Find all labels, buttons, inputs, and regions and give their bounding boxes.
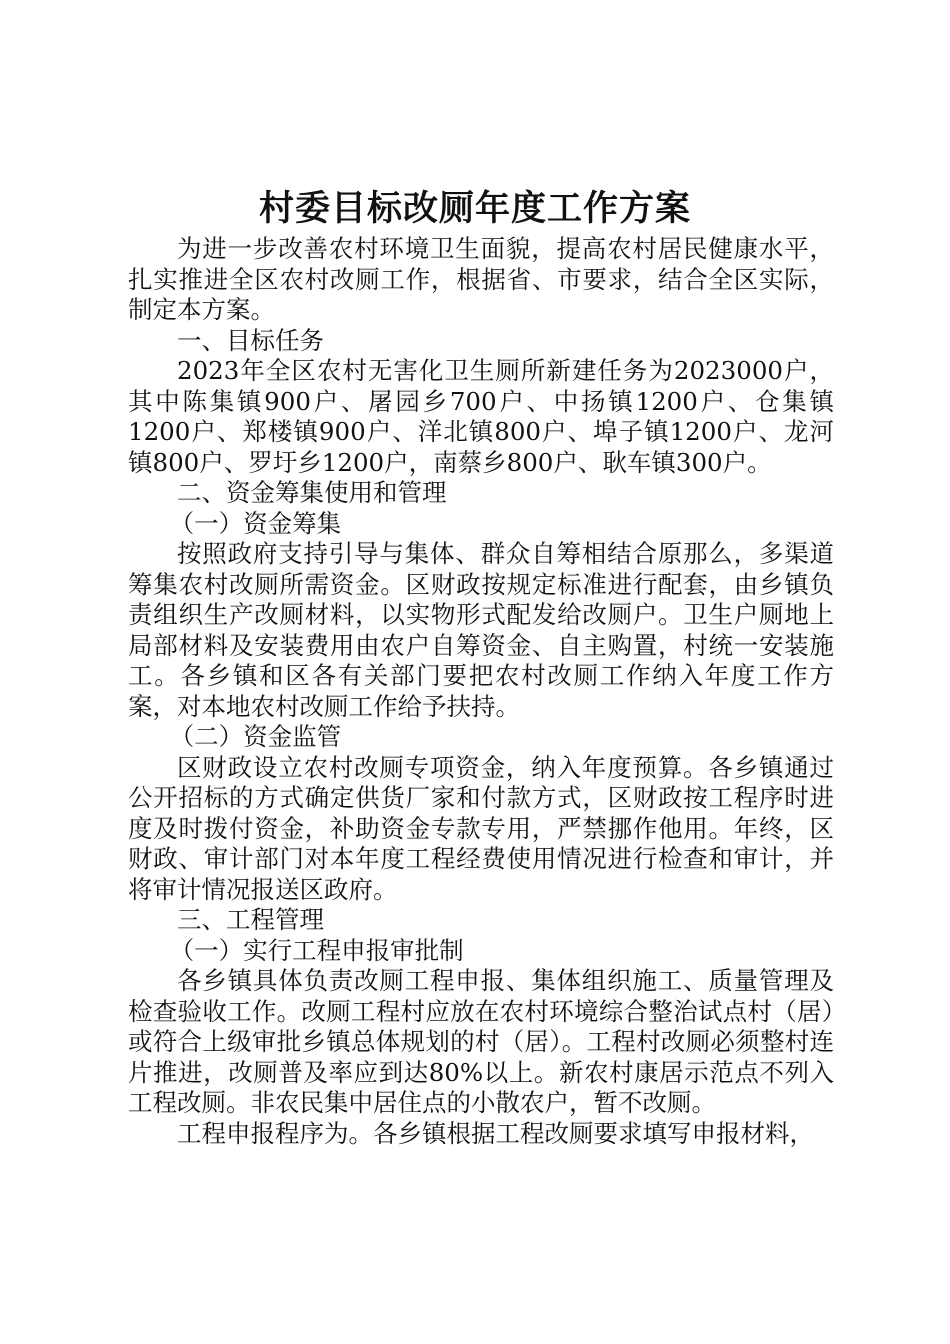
fund-raising-paragraph: 按照政府支持引导与集体、群众自筹相结合原那么，多渠道筹集农村改厕所需资金。区财政按规定标准进行配套，由乡镇负责组织生产改厕材料，以实物形式配发给改厕户。卫生户厕地上局部材料及安装费用由农户自筹资金、自主购置，村统一安装施工。各乡镇和区各有关部门要把农村改厕工作纳入年度工作方案，对本地农村改厕工作给予扶持。 <box>128 539 834 721</box>
intro-paragraph: 为进一步改善农村环境卫生面貌，提高农村居民健康水平，扎实推进全区农村改厕工作，根据省、市要求，结合全区实际，制定本方案。 <box>128 234 834 324</box>
document-title: 村委目标改厕年度工作方案 <box>258 188 691 229</box>
subsection-heading-fund-raising: （一）资金筹集 <box>169 508 342 538</box>
application-procedure-paragraph: 工程申报程序为。各乡镇根据工程改厕要求填写申报材料， <box>177 1118 814 1148</box>
section-heading-goals: 一、目标任务 <box>177 325 324 355</box>
subsection-heading-fund-supervision: （二）资金监管 <box>169 722 342 751</box>
section-heading-funding: 二、资金筹集使用和管理 <box>177 478 447 507</box>
goals-paragraph: 2023年全区农村无害化卫生厕所新建任务为2023000户，其中陈集镇900户、屠园乡700户、中扬镇1200户、仓集镇1200户、郑楼镇900户、洋北镇800户、埠子镇1200户、龙河镇800户、罗圩乡1200户，南蔡乡800户、耿车镇300户。 <box>128 356 834 477</box>
subsection-heading-approval: （一）实行工程申报审批制 <box>169 935 464 965</box>
section-heading-project-management: 三、工程管理 <box>177 905 324 934</box>
fund-supervision-paragraph: 区财政设立农村改厕专项资金，纳入年度预算。各乡镇通过公开招标的方式确定供货厂家和付款方式，区财政按工程序时进度及时拨付资金，补助资金专款专用，严禁挪作他用。年终，区财政、审计部门对本年度工程经费使用情况进行检查和审计，并将审计情况报送区政府。 <box>128 752 834 904</box>
document-body <box>128 234 834 1149</box>
approval-paragraph: 各乡镇具体负责改厕工程申报、集体组织施工、质量管理及检查验收工作。改厕工程村应放在农村环境综合整治试点村（居）或符合上级审批乡镇总体规划的村（居）。工程村改厕必须整村连片推进，改厕普及率应到达80%以上。新农村康居示范点不列入工程改厕。非农民集中居住点的小散农户，暂不改厕。 <box>128 966 834 1117</box>
